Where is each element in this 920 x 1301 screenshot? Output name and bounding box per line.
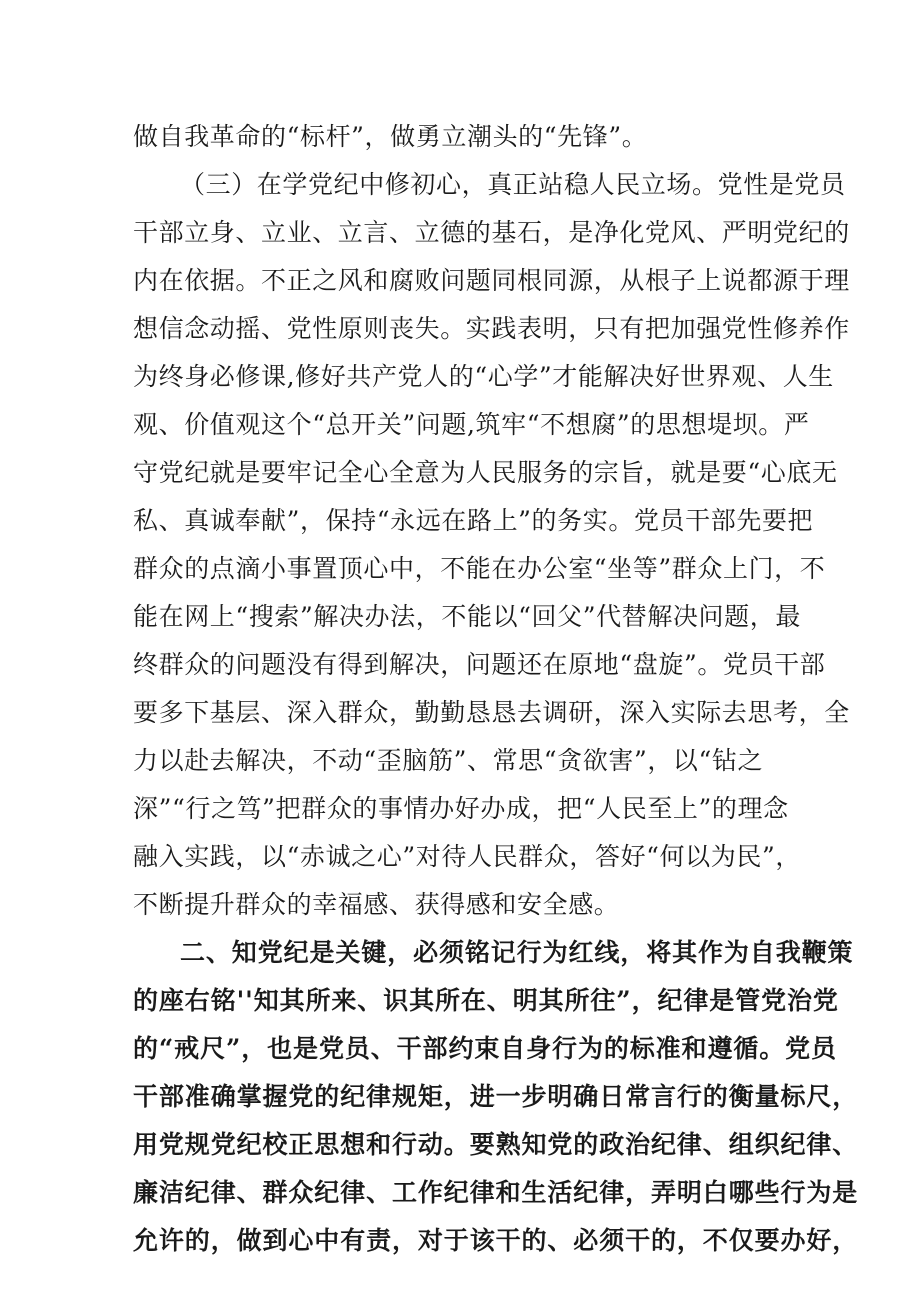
text-line: 做自我革命的“标杆”，做勇立潮头的“先锋”。 — [133, 122, 648, 151]
text-line: 不断提升群众的幸福感、获得感和安全感。 — [133, 890, 620, 919]
text-line: 观、价值观这个“总开关”问题,筑牢“不想腐”的思想堤坝。严 — [133, 410, 810, 439]
text-line: 私、真诚奉献”，保持“永远在路上”的务实。党员干部先要把 — [133, 506, 814, 535]
text-line: 允许的，做到心中有责，对于该干的、必须干的，不仅要办好， — [133, 1226, 859, 1255]
text-line: 终群众的问题没有得到解决，问题还在原地“盘旋”。党员干部 — [133, 650, 826, 679]
text-line: 群众的点滴小事置顶心中，不能在办公室“坐等”群众上门，不 — [133, 554, 826, 583]
text-line: 内在依据。不正之风和腐败问题同根同源，从根子上说都源于理 — [133, 266, 850, 295]
text-line: 守党纪就是要牢记全心全意为人民服务的宗旨，就是要“心底无 — [133, 458, 838, 487]
text-line: 融入实践，以“赤诚之心”对待人民群众，答好“何以为民”， — [133, 842, 801, 871]
text-line: 廉洁纪律、群众纪律、工作纪律和生活纪律，弄明白哪些行为是 — [133, 1178, 859, 1207]
text-line: 深”“行之笃”把群众的事情办好办成，把“人民至上”的理念 — [133, 794, 789, 823]
text-line: 想信念动摇、党性原则丧失。实践表明，只有把加强党性修养作 — [133, 314, 850, 343]
text-line: 干部准确掌握党的纪律规矩，进一步明确日常言行的衡量标尺， — [133, 1082, 859, 1111]
text-line: 的“戒尺”，也是党员、干部约束自身行为的标准和遵循。党员 — [133, 1034, 837, 1063]
text-line: 要多下基层、深入群众，勤勤恳恳去调研，深入实际去思考，全 — [133, 698, 850, 727]
section-heading-line: 二、知党纪是关键，必须铭记行为红线，将其作为自我鞭策 — [180, 938, 854, 967]
text-line: 力以赴去解决，不动“歪脑筋”、常思“贪欲害”，以“钻之 — [133, 746, 764, 775]
text-line: 为终身必修课,修好共产党人的“心学”才能解决好世界观、人生 — [133, 362, 834, 391]
section-heading-line: （三）在学党纪中修初心，真正站稳人民立场。党性是党员 — [180, 170, 846, 199]
text-line: 能在网上“搜索”解决办法，不能以“回父”代替解决问题，最 — [133, 602, 801, 631]
text-line: 干部立身、立业、立言、立德的基石，是净化党风、严明党纪的 — [133, 218, 850, 247]
text-line: 的座右铭''知其所来、识其所在、明其所往”，纪律是管党治党 — [133, 986, 839, 1015]
text-line: 用党规党纪校正思想和行动。要熟知党的政治纪律、组织纪律、 — [133, 1130, 859, 1159]
